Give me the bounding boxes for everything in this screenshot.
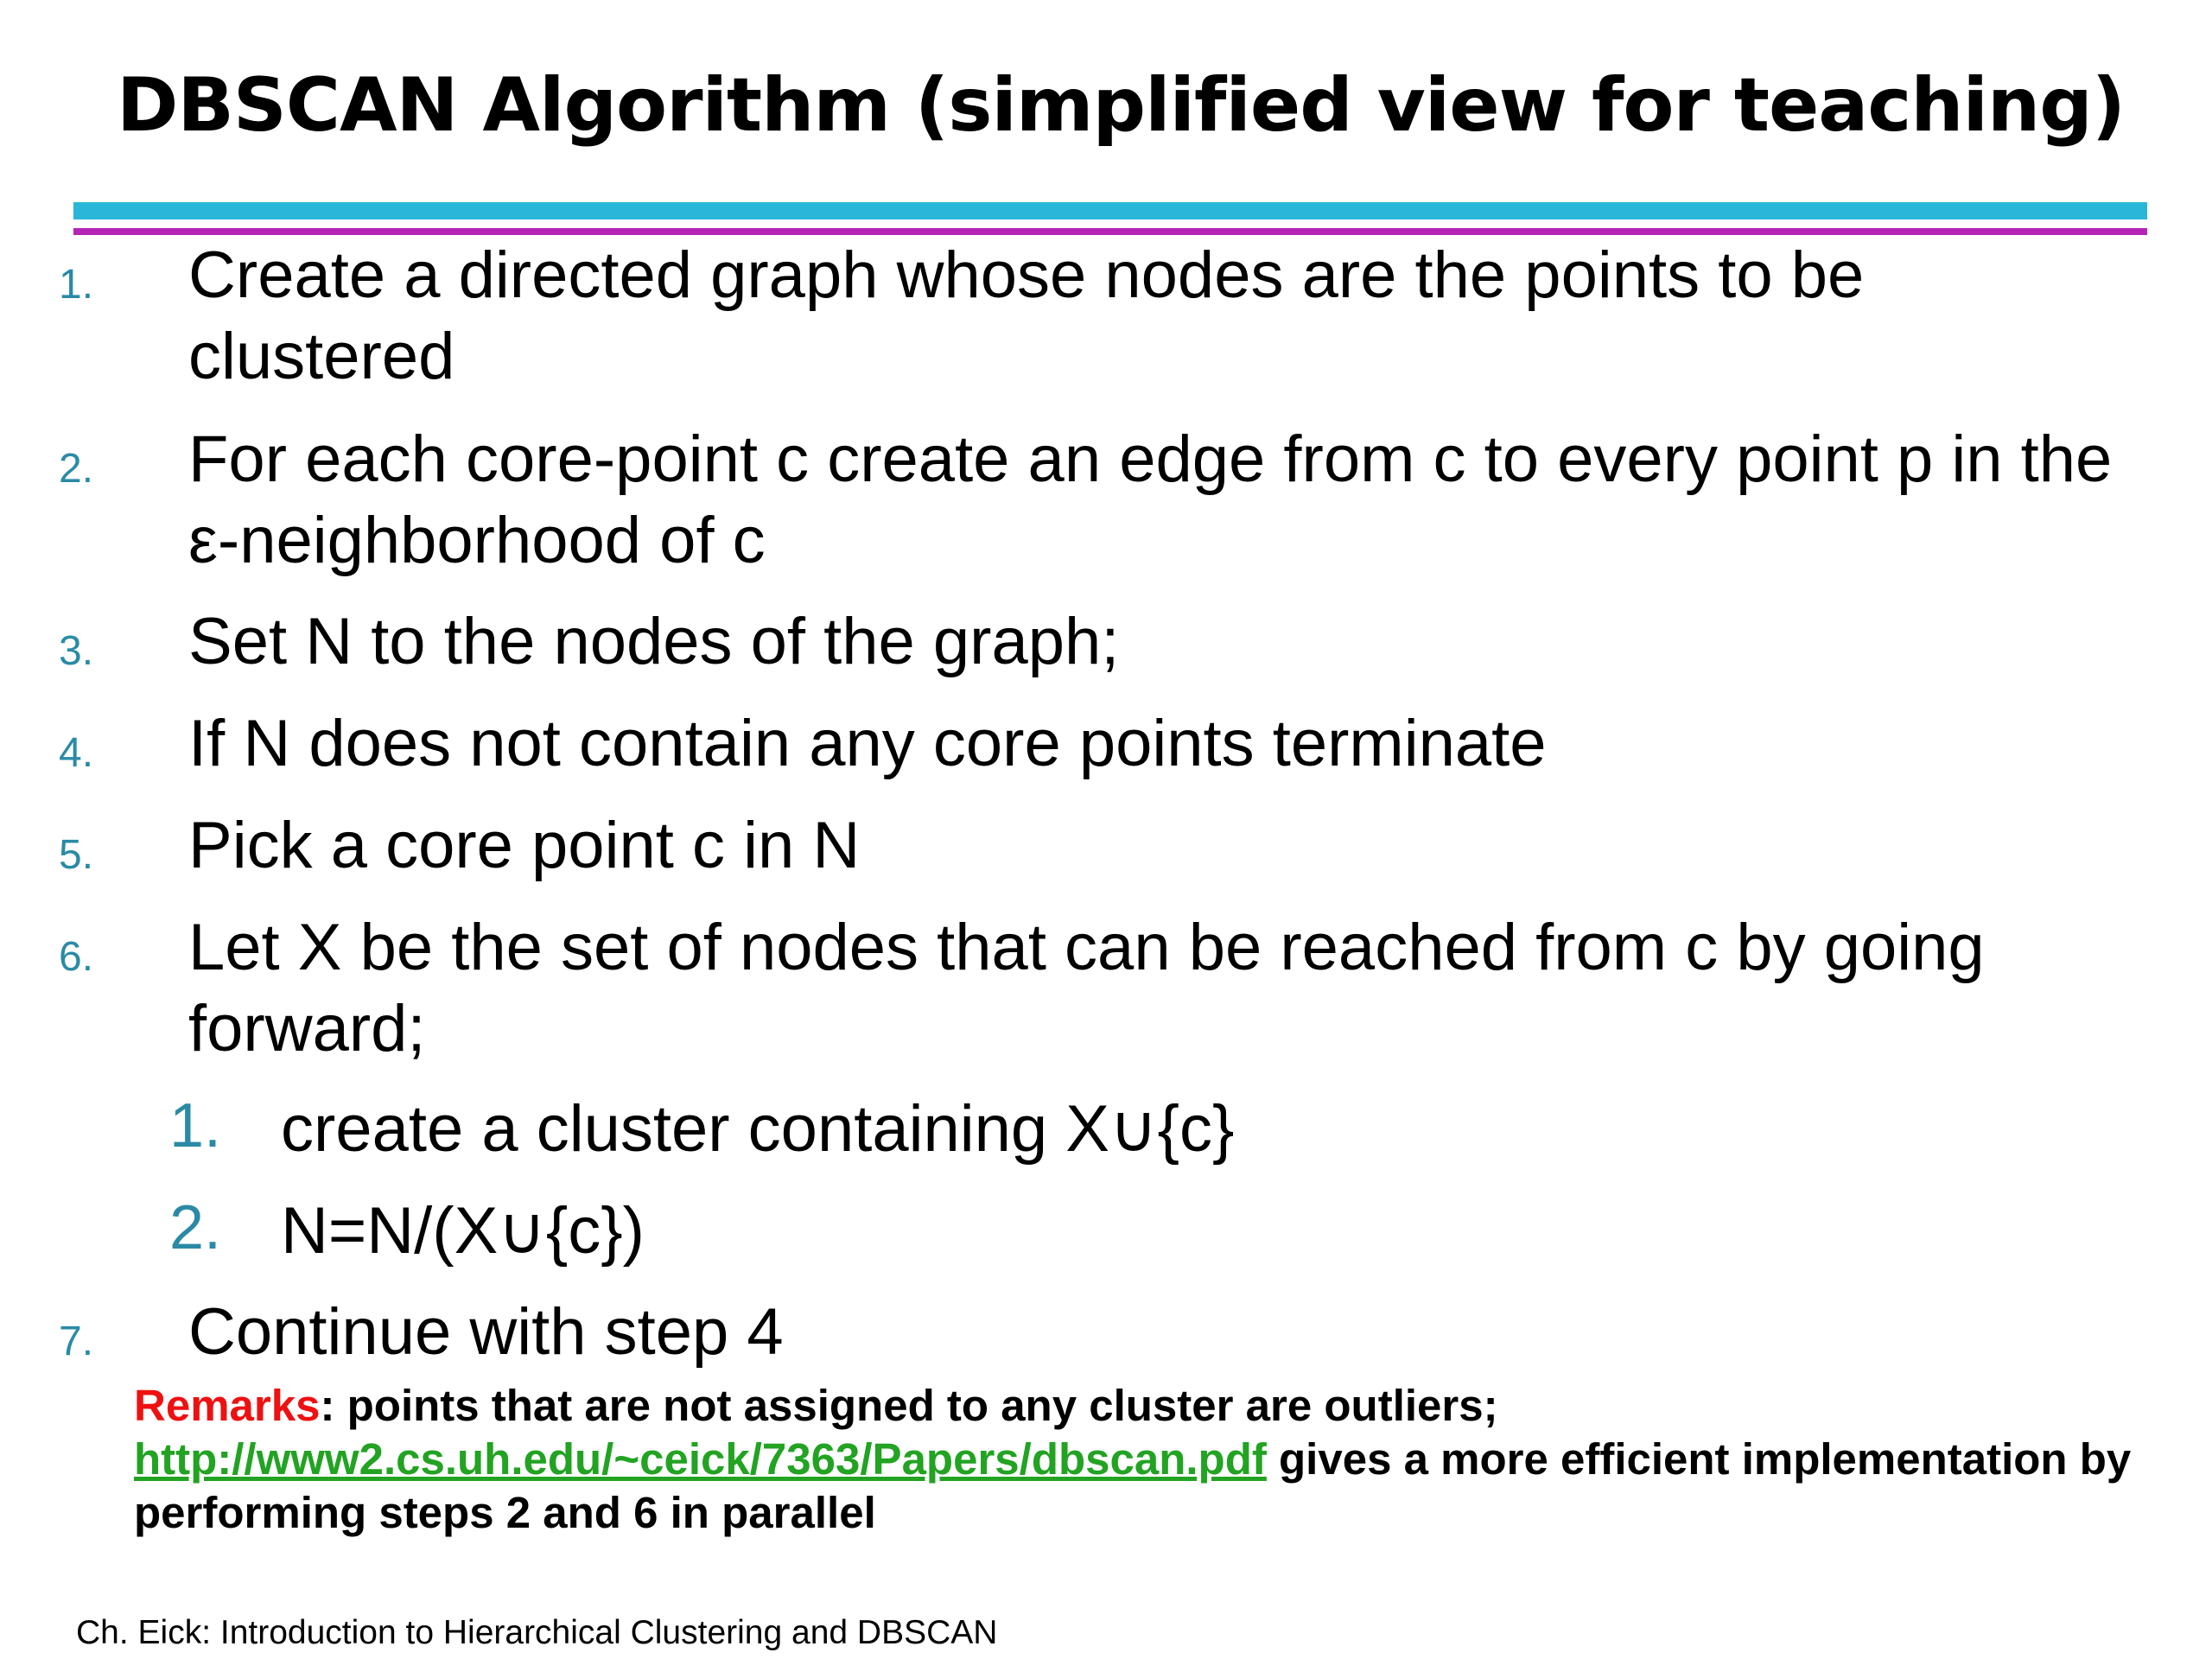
step-text-line: If N does not contain any core points terminate bbox=[188, 707, 1547, 780]
step-text-line: forward; bbox=[188, 992, 426, 1065]
step-number: 7. bbox=[59, 1319, 94, 1364]
step-number: 6. bbox=[59, 934, 94, 980]
step-number: 2. bbox=[59, 446, 94, 492]
step-number: 1. bbox=[59, 262, 94, 308]
step-number: 5. bbox=[59, 832, 94, 878]
remarks-line-1 bbox=[134, 1379, 2131, 1433]
remarks-label: Remarks bbox=[134, 1381, 321, 1430]
remarks-line-2 bbox=[134, 1433, 2131, 1486]
substep-text: create a cluster containing X∪{c} bbox=[281, 1092, 1235, 1166]
remarks bbox=[134, 1379, 2131, 1540]
step-text-line: clustered bbox=[188, 320, 455, 393]
dbscan-paper-link[interactable]: http://www2.cs.uh.edu/~ceick/7363/Papers/dbscan.pdf bbox=[134, 1434, 1267, 1484]
slide-title: DBSCAN Algorithm (simplified view for teaching) bbox=[117, 62, 2126, 149]
slide-footer: Ch. Eick: Introduction to Hierarchical Clustering and DBSCAN bbox=[76, 1614, 998, 1651]
step-text-line: Pick a core point c in N bbox=[188, 809, 861, 882]
step-text-line: Let X be the set of nodes that can be reached from c by going bbox=[188, 911, 1985, 984]
step-text-line: Set N to the nodes of the graph; bbox=[188, 605, 1120, 678]
remarks-line-3: performing steps 2 and 6 in parallel bbox=[134, 1488, 876, 1537]
step-text-line: Create a directed graph whose nodes are the points to be bbox=[188, 238, 1865, 312]
title-rule-cyan bbox=[73, 202, 2147, 219]
step-number: 4. bbox=[59, 730, 94, 776]
substep-number: 1. bbox=[169, 1091, 222, 1160]
step-text-line: For each core-point c create an edge from c to every point p in the bbox=[188, 423, 2113, 496]
step-text-line: Continue with step 4 bbox=[188, 1295, 784, 1369]
substep-text: N=N/(X∪{c}) bbox=[281, 1194, 645, 1268]
step-number: 3. bbox=[59, 628, 94, 674]
remarks-text: gives a more efficient implementation by bbox=[1266, 1434, 2132, 1484]
substep-number: 2. bbox=[169, 1193, 222, 1262]
title-rule-magenta bbox=[73, 228, 2147, 235]
step-text-line: ε-neighborhood of c bbox=[188, 504, 766, 577]
remarks-text: : points that are not assigned to any cluster are outliers; bbox=[320, 1381, 1498, 1430]
